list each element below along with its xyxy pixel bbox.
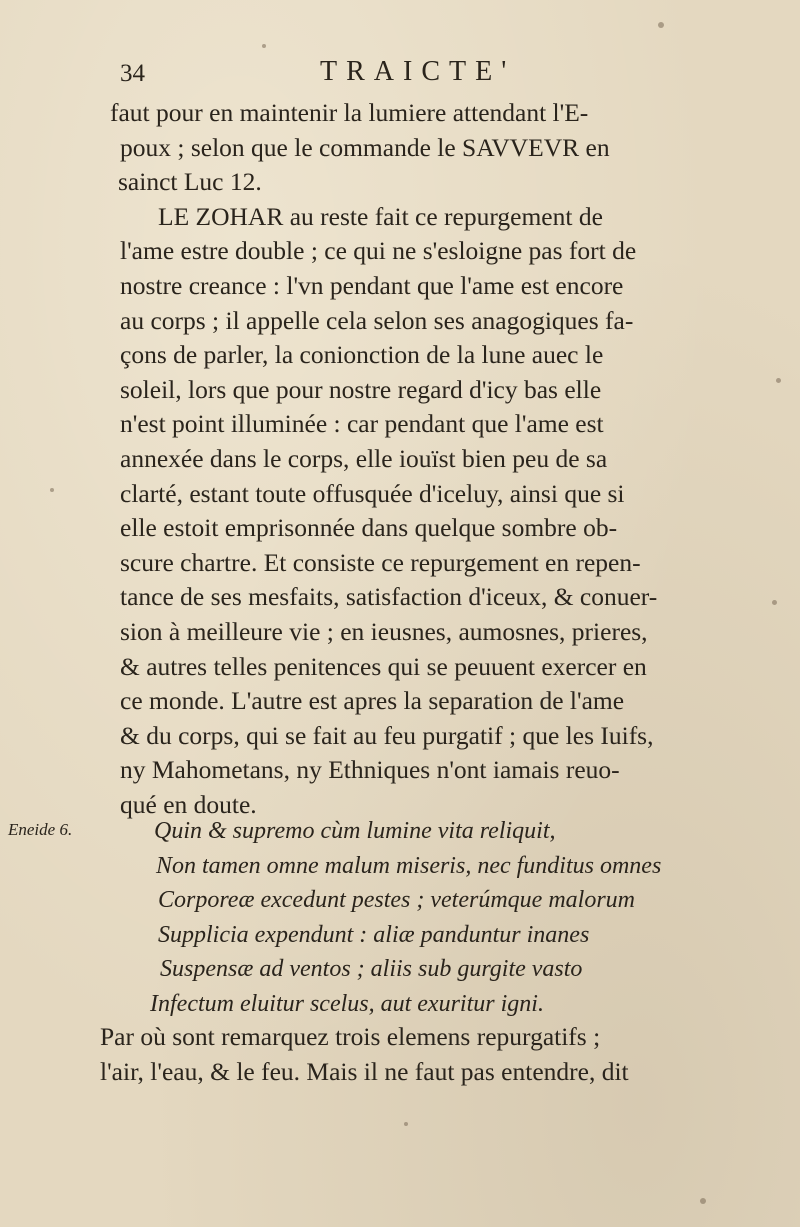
text-line: clarté, estant toute offusquée d'iceluy, ainsi que si bbox=[120, 478, 625, 508]
running-title: TRAICTE' bbox=[320, 56, 516, 87]
text-line: n'est point illuminée : car pendant que l'ame est bbox=[120, 409, 604, 439]
text-line: au corps ; il appelle cela selon ses anagogiques fa- bbox=[120, 305, 634, 335]
running-header bbox=[120, 56, 720, 96]
main-text bbox=[110, 96, 730, 822]
text-line: sainct Luc 12. bbox=[118, 167, 262, 197]
paper-speck bbox=[50, 488, 54, 492]
closing-text bbox=[100, 1020, 730, 1089]
verse-line: Infectum eluitur scelus, aut exuritur igni. bbox=[150, 990, 544, 1017]
text-line: tance de ses mesfaits, satisfaction d'iceux, & conuer- bbox=[120, 582, 658, 612]
text-line: ce monde. L'autre est apres la separation de l'ame bbox=[120, 686, 625, 716]
text-line: soleil, lors que pour nostre regard d'icy bas elle bbox=[120, 374, 602, 404]
text-line: sion à meilleure vie ; en ieusnes, aumosnes, prieres, bbox=[120, 616, 648, 646]
text-line: annexée dans le corps, elle iouïst bien peu de sa bbox=[120, 443, 608, 473]
text-line: & du corps, qui se fait au feu purgatif ; que les Iuifs, bbox=[120, 720, 654, 750]
text-line: scure chartre. Et consiste ce repurgement en repen- bbox=[120, 547, 641, 577]
paper-speck bbox=[776, 378, 781, 383]
paragraph-start-line: LE ZOHAR au reste fait ce repurgement de bbox=[158, 201, 603, 231]
text-line: & autres telles penitences qui se peuuent exercer en bbox=[120, 651, 647, 681]
text-line: qué en doute. bbox=[120, 789, 257, 819]
latin-verse-quotation bbox=[150, 814, 730, 1021]
verse-line: Non tamen omne malum miseris, nec funditus omnes bbox=[156, 852, 662, 879]
text-line: çons de parler, la conionction de la lune auec le bbox=[120, 340, 604, 370]
text-line: l'ame estre double ; ce qui ne s'esloigne pas fort de bbox=[120, 236, 637, 266]
verse-line: Supplicia expendunt : aliæ panduntur inanes bbox=[158, 921, 590, 948]
text-line: l'air, l'eau, & le feu. Mais il ne faut pas entendre, dit bbox=[100, 1056, 629, 1086]
verse-line: Suspensæ ad ventos ; aliis sub gurgite vasto bbox=[160, 956, 583, 982]
paper-speck bbox=[700, 1198, 706, 1204]
paper-speck bbox=[658, 22, 664, 28]
text-line: nostre creance : l'vn pendant que l'ame est encore bbox=[120, 270, 624, 300]
verse-line: Corporeæ excedunt pestes ; veterúmque malorum bbox=[158, 887, 635, 913]
margin-note: Eneide 6. bbox=[8, 820, 73, 839]
page-number: 34 bbox=[120, 60, 145, 87]
text-line: elle estoit emprisonnée dans quelque sombre ob- bbox=[120, 513, 618, 543]
verse-line: Quin & supremo cùm lumine vita reliquit, bbox=[154, 818, 556, 844]
paper-speck bbox=[772, 600, 777, 605]
text-line: poux ; selon que le commande le SAVVEVR en bbox=[120, 132, 610, 162]
paper-speck bbox=[404, 1122, 408, 1126]
paper-speck bbox=[262, 44, 266, 48]
text-line: faut pour en maintenir la lumiere attendant l'E- bbox=[110, 98, 589, 127]
text-line: Par où sont remarquez trois elemens repurgatifs ; bbox=[100, 1022, 601, 1051]
text-line: ny Mahometans, ny Ethniques n'ont iamais reuo- bbox=[120, 755, 620, 785]
